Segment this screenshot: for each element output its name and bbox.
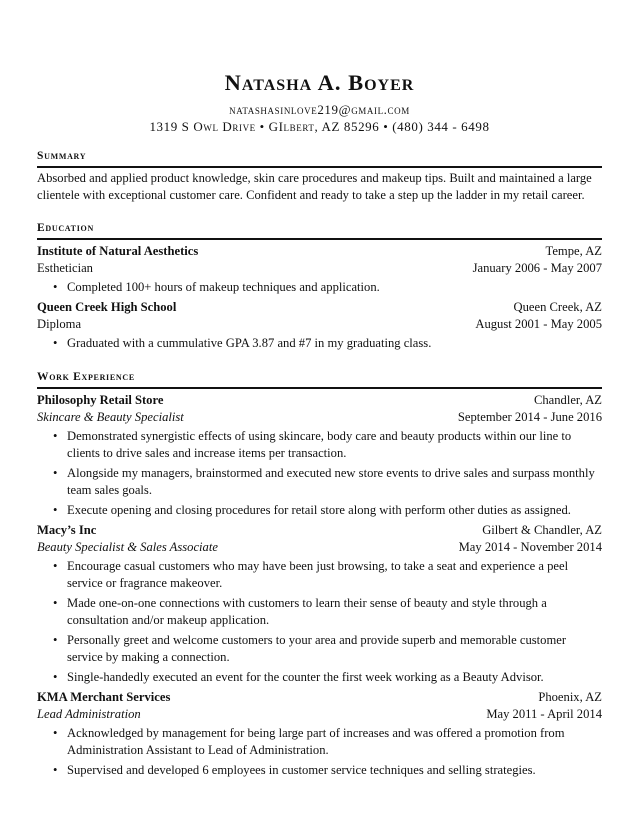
resume-page xyxy=(37,0,602,782)
bullet-icon: • xyxy=(53,429,58,443)
email-address: natashasinlove219@gmail.com xyxy=(229,102,410,117)
summary-heading: Summary xyxy=(37,150,602,168)
bullet-text: Alongside my managers, brainstormed and executed new store events to drive sales and surpass monthly team sales goals. xyxy=(67,466,595,497)
candidate-name: Natasha A. Boyer xyxy=(224,70,415,95)
bullet-item xyxy=(53,335,602,352)
entry-title: Skincare & Beauty Specialist xyxy=(37,410,184,424)
bullet-text: Encourage casual customers who may have been just browsing, to take a seat and experience a peel service or fragrance makeover. xyxy=(67,559,569,590)
entry-organization: Macy’s Inc xyxy=(37,523,97,537)
bullet-text: Completed 100+ hours of makeup techniques and application. xyxy=(67,280,380,294)
bullet-item xyxy=(53,279,602,296)
entry-organization: Institute of Natural Aesthetics xyxy=(37,244,199,258)
entry-row xyxy=(37,539,602,556)
entry-organization: Philosophy Retail Store xyxy=(37,393,164,407)
entry-row xyxy=(37,706,602,723)
experience-entry xyxy=(37,522,602,686)
bullet-item xyxy=(53,465,602,499)
entry-dates: May 2014 - November 2014 xyxy=(458,540,602,554)
entry-dates: September 2014 - June 2016 xyxy=(457,410,602,424)
bullet-list xyxy=(37,428,602,519)
bullet-item xyxy=(53,669,602,686)
experience-heading: Work Experience xyxy=(37,371,602,389)
education-heading: Education xyxy=(37,222,602,240)
entry-row xyxy=(37,409,602,426)
entry-title: Lead Administration xyxy=(37,707,141,721)
bullet-icon: • xyxy=(53,596,58,610)
resume-header xyxy=(37,70,602,135)
entry-title: Beauty Specialist & Sales Associate xyxy=(37,540,218,554)
contact-line: 1319 S Owl Drive • GIlbert, AZ 85296 • (480) 344 - 6498 xyxy=(149,119,490,134)
bullet-text: Execute opening and closing procedures for retail store along with perform other duties as assigned. xyxy=(67,503,571,517)
bullet-icon: • xyxy=(53,280,58,294)
entry-dates: January 2006 - May 2007 xyxy=(472,261,602,275)
entry-row xyxy=(37,392,602,409)
bullet-text: Single-handedly executed an event for the counter the first week working as a Beauty Advisor. xyxy=(67,670,544,684)
bullet-icon: • xyxy=(53,466,58,480)
bullet-icon: • xyxy=(53,559,58,573)
entry-title: Esthetician xyxy=(37,261,93,275)
entry-row xyxy=(37,299,602,316)
bullet-item xyxy=(53,725,602,759)
bullet-list xyxy=(37,558,602,686)
bullet-list xyxy=(37,279,602,296)
entry-row xyxy=(37,243,602,260)
bullet-icon: • xyxy=(53,336,58,350)
bullet-item xyxy=(53,762,602,779)
entry-row xyxy=(37,260,602,277)
entry-row xyxy=(37,316,602,333)
entry-location: Queen Creek, AZ xyxy=(513,300,602,314)
entry-title: Diploma xyxy=(37,317,82,331)
bullet-icon: • xyxy=(53,670,58,684)
experience-section xyxy=(37,392,602,779)
bullet-text: Acknowledged by management for being large part of increases and was offered a promotion from Administration Assistant to Lead of Administration. xyxy=(67,726,565,757)
bullet-text: Personally greet and welcome customers to your area and provide superb and memorable customer service by making a connection. xyxy=(67,633,567,664)
bullet-item xyxy=(53,595,602,629)
bullet-text: Made one-on-one connections with customers to learn their sense of beauty and style through a consultation and/or makeup application. xyxy=(67,596,547,627)
entry-row xyxy=(37,689,602,706)
entry-location: Gilbert & Chandler, AZ xyxy=(482,523,602,537)
bullet-icon: • xyxy=(53,726,58,740)
bullet-item xyxy=(53,632,602,666)
bullet-icon: • xyxy=(53,633,58,647)
education-entry xyxy=(37,243,602,296)
bullet-list xyxy=(37,725,602,779)
entry-location: Phoenix, AZ xyxy=(538,690,602,704)
bullet-icon: • xyxy=(53,503,58,517)
bullet-item xyxy=(53,428,602,462)
entry-row xyxy=(37,522,602,539)
bullet-list xyxy=(37,335,602,352)
entry-location: Tempe, AZ xyxy=(545,244,602,258)
entry-dates: May 2011 - April 2014 xyxy=(486,707,602,721)
bullet-item xyxy=(53,558,602,592)
experience-entry xyxy=(37,689,602,779)
education-section xyxy=(37,243,602,352)
bullet-item xyxy=(53,502,602,519)
summary-text: Absorbed and applied product knowledge, skin care procedures and makeup tips. Built and maintained a large clientele with exceptional customer care. Confident and ready to take a step up the ladder in my retail career. xyxy=(37,171,592,202)
entry-organization: Queen Creek High School xyxy=(37,300,177,314)
education-entry xyxy=(37,299,602,352)
entry-location: Chandler, AZ xyxy=(533,393,602,407)
bullet-text: Graduated with a cummulative GPA 3.87 and #7 in my graduating class. xyxy=(67,336,432,350)
experience-entry xyxy=(37,392,602,519)
bullet-text: Demonstrated synergistic effects of using skincare, body care and beauty products within our line to clients to drive sales and increase items per transaction. xyxy=(67,429,572,460)
bullet-icon: • xyxy=(53,763,58,777)
entry-organization: KMA Merchant Services xyxy=(37,690,171,704)
entry-dates: August 2001 - May 2005 xyxy=(475,317,602,331)
bullet-text: Supervised and developed 6 employees in customer service techniques and selling strategies. xyxy=(67,763,536,777)
